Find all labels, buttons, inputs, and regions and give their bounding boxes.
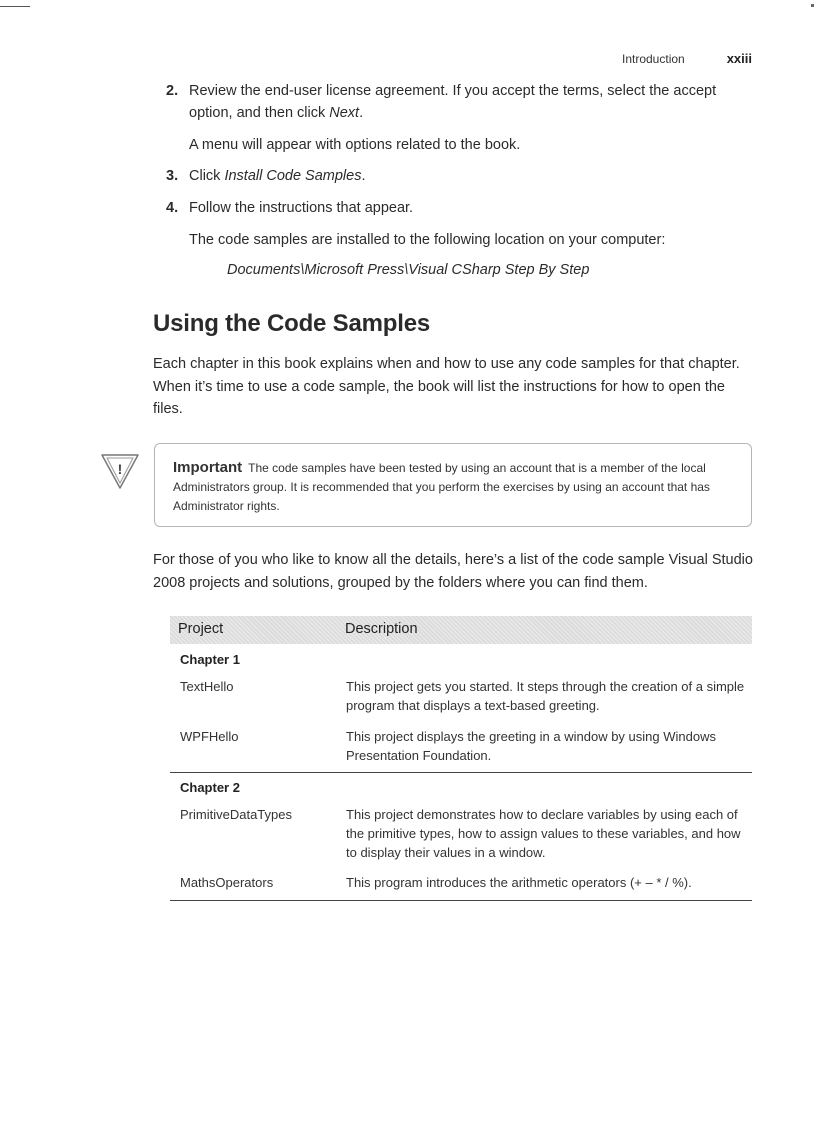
step-number: 2. [166, 83, 179, 99]
project-description: This project gets you started. It steps through the creation of a simple program that displays a text-based greeting. [346, 679, 745, 713]
note-label: Important [173, 459, 243, 476]
project-description: This project displays the greeting in a window by using Windows Presentation Foundation. [346, 729, 716, 763]
running-head-section: Introduction [622, 52, 685, 66]
project-name: WPFHello [180, 729, 239, 744]
step-text-main: Review the end-user license agreement. If you accept the terms, select the accept option, and then click [189, 83, 717, 121]
table-bottom-rule [170, 900, 752, 901]
project-name: PrimitiveDataTypes [180, 807, 292, 822]
step-text-end: . [359, 105, 364, 121]
project-description: This program introduces the arithmetic operators (+ – * / %). [346, 875, 692, 890]
project-description: This project demonstrates how to declare variables by using each of the primitive types, how to assign values to these variables, and how to display their values in a window. [346, 807, 741, 860]
install-path: Documents\Microsoft Press\Visual CSharp Step By Step [227, 262, 590, 278]
running-head [600, 52, 752, 66]
chapter-divider [170, 772, 752, 773]
step-text-end: . [361, 168, 366, 184]
step-text-emphasis: Install Code Samples [224, 168, 362, 184]
step-text [189, 165, 729, 187]
chapter-heading: Chapter 2 [180, 780, 240, 795]
step-number: 3. [166, 168, 179, 184]
note-text: The code samples have been tested by using an account that is a member of the local Administrators group. It is recommended that you perform the exercises by using an account that has Administrator rights. [173, 461, 710, 513]
step-text-main: Click [189, 168, 225, 184]
corner-rule [0, 6, 30, 7]
step-text-emphasis: Next [329, 105, 360, 121]
page-number: xxiii [726, 51, 752, 66]
chapter-heading: Chapter 1 [180, 652, 240, 667]
intro-paragraph: Each chapter in this book explains when and how to use any code samples for that chapter. When it’s time to use a code sample, the book will list the instructions for how to open the files. [153, 356, 740, 417]
step-text: Follow the instructions that appear. [189, 200, 414, 216]
warning-icon [100, 452, 140, 490]
project-name: TextHello [180, 679, 234, 694]
table-header [170, 616, 752, 644]
section-heading: Using the Code Samples [153, 310, 430, 337]
note-content [173, 458, 743, 516]
step-number: 4. [166, 200, 179, 216]
project-name: MathsOperators [180, 875, 274, 890]
column-header-description: Description [345, 621, 418, 637]
svg-text:!: ! [117, 461, 123, 477]
important-note [154, 443, 752, 527]
corner-dot [811, 4, 814, 7]
step-4-note: The code samples are installed to the following location on your computer: [189, 232, 666, 248]
step-text [189, 80, 729, 124]
step-2-note: A menu will appear with options related to the book. [189, 137, 521, 153]
details-paragraph: For those of you who like to know all the details, here’s a list of the code sample Visual Studio 2008 projects and solutions, grouped by the folders where you can find them. [153, 552, 753, 591]
column-header-project: Project [178, 621, 224, 637]
